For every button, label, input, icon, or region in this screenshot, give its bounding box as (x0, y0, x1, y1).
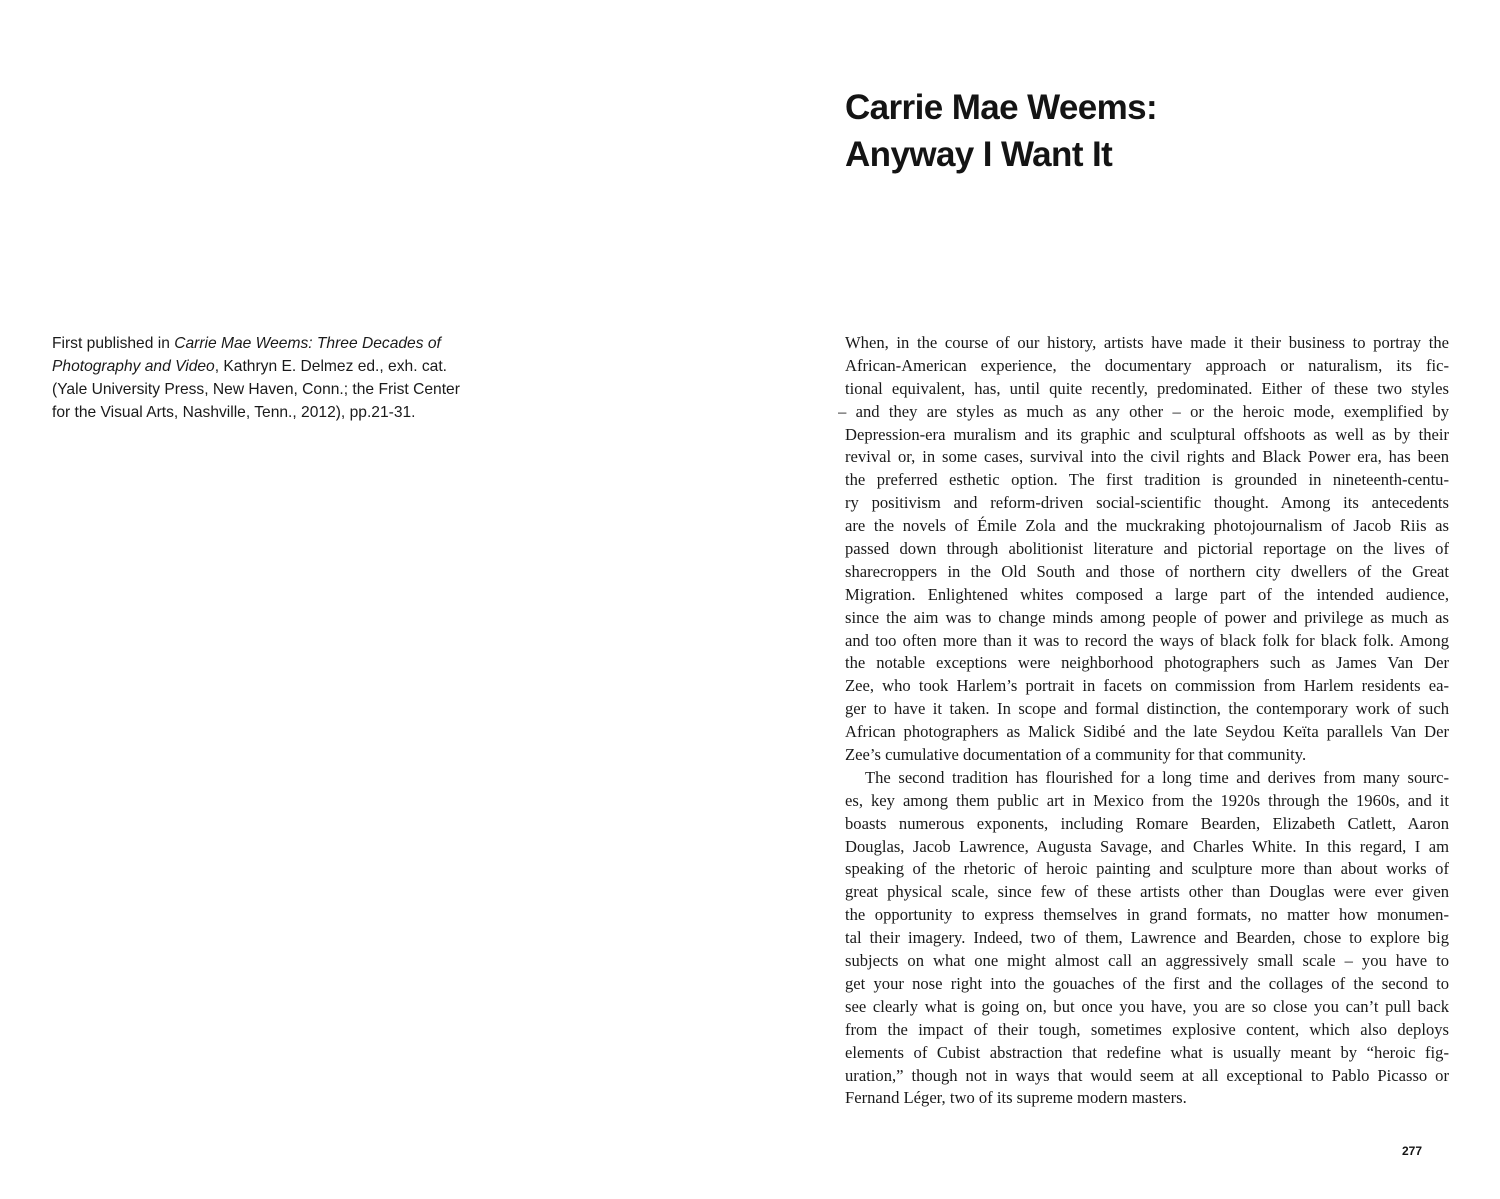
body-line: get your nose right into the gouaches of the first and the collages of the second to (845, 973, 1449, 993)
body-line: subjects on what one might almost call an aggressively small scale – you have to (845, 951, 1449, 971)
body-line: elements of Cubist abstraction that redefine what is usually meant by “heroic fig- (845, 1042, 1449, 1062)
body-line: uration,” though not in ways that would seem at all exceptional to Pablo Picasso or (845, 1065, 1449, 1085)
credit-prefix: First published in (52, 335, 175, 352)
body-line: ger to have it taken. In scope and formal distinction, the contemporary work of such (845, 699, 1449, 719)
body-line: The second tradition has flourished for a long time and derives from many sourc- (865, 767, 1449, 787)
body-line: the preferred esthetic option. The first tradition is grounded in nineteenth-centu- (845, 470, 1449, 490)
body-line: speaking of the rhetoric of heroic painting and sculpture more than about works of (845, 859, 1449, 879)
credit-line-3: (Yale University Press, New Haven, Conn.; the Frist Center (52, 381, 460, 398)
body-line: Migration. Enlightened whites composed a large part of the intended audience, (845, 584, 1449, 604)
body-line: the notable exceptions were neighborhood photographers such as James Van Der (845, 653, 1449, 673)
essay-title-line-2: Anyway I Want It (845, 135, 1113, 174)
body-line: Depression-era muralism and its graphic and sculptural offshoots as well as by their (845, 424, 1449, 444)
body-line: African photographers as Malick Sidibé and the late Seydou Keïta parallels Van Der (845, 722, 1449, 742)
body-line: boasts numerous exponents, including Romare Bearden, Elizabeth Catlett, Aaron (845, 813, 1449, 833)
credit-line-4: for the Visual Arts, Nashville, Tenn., 2012), pp.21-31. (52, 404, 416, 421)
publication-credit (52, 332, 492, 424)
body-line: tal their imagery. Indeed, two of them, Lawrence and Bearden, chose to explore big (845, 928, 1449, 948)
body-line: African-American experience, the documentary approach or naturalism, its fic- (845, 355, 1449, 375)
body-line: sharecroppers in the Old South and those of northern city dwellers of the Great (845, 561, 1449, 581)
credit-editor: , Kathryn E. Delmez ed., exh. cat. (214, 358, 447, 375)
credit-book-title-part-2: Photography and Video (52, 358, 215, 375)
body-line: great physical scale, since few of these artists other than Douglas were ever given (845, 882, 1449, 902)
body-line: Douglas, Jacob Lawrence, Augusta Savage, and Charles White. In this regard, I am (845, 836, 1449, 856)
body-line: the opportunity to express themselves in grand formats, no matter how monumen- (845, 905, 1449, 925)
essay-body (838, 332, 1449, 1110)
credit-book-title-part-1: Carrie Mae Weems: Three Decades of (174, 335, 441, 352)
body-line: Zee’s cumulative documentation of a community for that community. (845, 745, 1307, 765)
body-line: es, key among them public art in Mexico from the 1920s through the 1960s, and it (845, 790, 1449, 810)
body-line: Fernand Léger, two of its supreme modern masters. (845, 1088, 1187, 1108)
body-line: and too often more than it was to record the ways of black folk for black folk. Among (845, 630, 1449, 650)
body-line: from the impact of their tough, sometimes explosive content, which also deploys (845, 1019, 1449, 1039)
credit-line-1 (52, 332, 492, 355)
body-line: tional equivalent, has, until quite recently, predominated. Either of these two styles (845, 378, 1449, 398)
body-line: Zee, who took Harlem’s portrait in facets on commission from Harlem residents ea- (845, 676, 1449, 696)
essay-title-line-1: Carrie Mae Weems: (845, 88, 1158, 127)
body-line: – and they are styles as much as any other – or the heroic mode, exemplified by (838, 401, 1449, 421)
page-number: 277 (1401, 1144, 1422, 1158)
credit-line-2 (52, 355, 492, 378)
body-line: When, in the course of our history, artists have made it their business to portray the (845, 333, 1449, 352)
essay-title (845, 84, 1157, 178)
body-line: revival or, in some cases, survival into the civil rights and Black Power era, has been (845, 447, 1449, 467)
body-line: since the aim was to change minds among people of power and privilege as much as (845, 607, 1449, 627)
body-line: passed down through abolitionist literature and pictorial reportage on the lives of (845, 539, 1449, 559)
body-line: ry positivism and reform-driven social-scientific thought. Among its antecedents (845, 493, 1449, 513)
body-line: see clearly what is going on, but once you have, you are so close you can’t pull back (845, 996, 1449, 1016)
body-line: are the novels of Émile Zola and the muckraking photojournalism of Jacob Riis as (845, 516, 1449, 536)
